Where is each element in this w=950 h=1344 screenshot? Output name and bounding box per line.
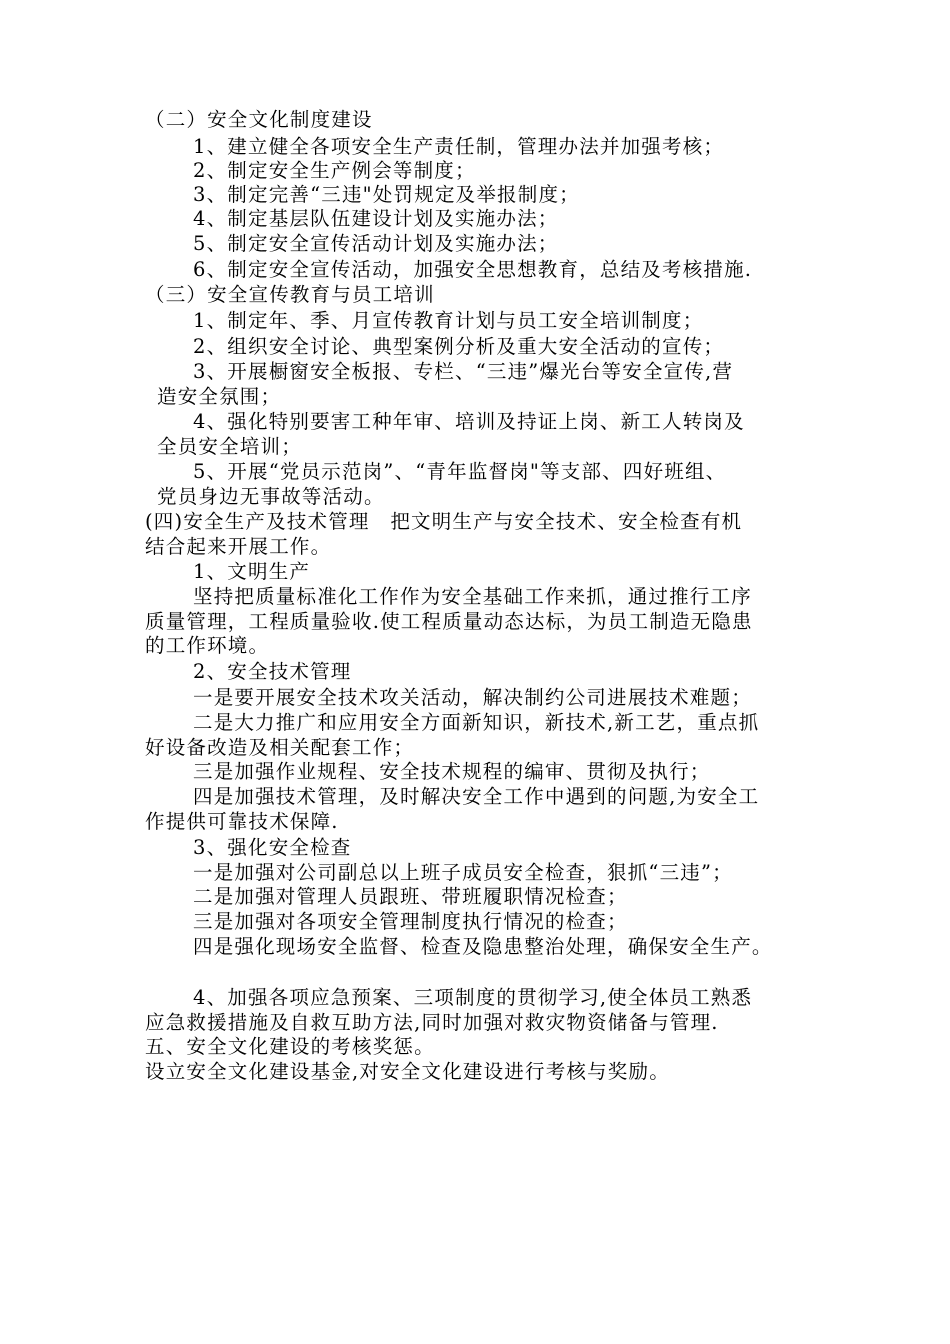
list-item: 2、组织安全讨论、典型案例分析及重大安全活动的宣传； [193,335,725,358]
list-item: 3、制定完善“三违"处罚规定及举报制度； [193,183,580,206]
list-item: 6、制定安全宣传活动，加强安全思想教育，总结及考核措施. [193,258,753,281]
paragraph-line: 质量管理，工程质量验收.使工程质量动态达标，为员工制造无隐患 [145,610,753,633]
list-item: 一是要开展安全技术攻关活动，解决制约公司进展技术难题； [193,686,752,709]
list-item: 5、制定安全宣传活动计划及实施办法； [193,232,559,255]
list-item: 2、制定安全生产例会等制度； [193,159,476,182]
list-item: 4、制定基层队伍建设计划及实施办法； [193,207,559,230]
text-line: 好设备改造及相关配套工作； [145,736,415,759]
text-line: 应急救援措施及自救互助方法,同时加强对救灾物资储备与管理. [145,1011,719,1034]
text-line: 结合起来开展工作。 [145,535,332,558]
section-heading: （三）安全宣传教育与员工培训 [145,283,435,306]
text-line: 作提供可靠技术保障. [145,810,339,833]
paragraph-line: 坚持把质量标准化工作作为安全基础工作来抓，通过推行工序 [193,585,752,608]
list-item: 一是加强对公司副总以上班子成员安全检查，狠抓“三违”； [193,861,733,884]
list-item: 二是大力推广和应用安全方面新知识，新技术,新工艺，重点抓 [193,711,760,734]
section-heading: (四)安全生产及技术管理 把文明生产与安全技术、安全检查有机 [145,510,743,533]
paragraph-line: 的工作环境。 [145,634,270,657]
list-item: 三是加强作业规程、安全技术规程的编审、贯彻及执行； [193,760,711,783]
subheading: 3、强化安全检查 [193,836,352,859]
list-item: 1、建立健全各项安全生产责任制，管理办法并加强考核； [193,135,725,158]
subheading: 2、安全技术管理 [193,660,352,683]
text-line: 党员身边无事故等活动。 [157,485,385,508]
list-item: 5、开展“党员示范岗”、“青年监督岗"等支部、四好班组、 [193,460,727,483]
section-heading: 五、安全文化建设的考核奖惩。 [145,1035,435,1058]
list-item: 4、强化特别要害工种年审、培训及持证上岗、新工人转岗及 [193,410,745,433]
text-line: 全员安全培训； [157,435,302,458]
list-item: 4、加强各项应急预案、三项制度的贯彻学习,使全体员工熟悉 [193,986,753,1009]
list-item: 三是加强对各项安全管理制度执行情况的检查； [193,910,628,933]
subheading: 1、文明生产 [193,560,311,583]
list-item: 二是加强对管理人员跟班、带班履职情况检查； [193,885,628,908]
list-item: 四是加强技术管理，及时解决安全工作中遇到的问题,为安全工 [193,785,760,808]
list-item: 四是强化现场安全监督、检查及隐患整治处理，确保安全生产。 [193,935,773,958]
list-item: 3、开展橱窗安全板报、专栏、“三违”爆光台等安全宣传,营 [193,360,734,383]
section-heading: （二）安全文化制度建设 [145,108,373,131]
text-line: 造安全氛围； [157,385,282,408]
paragraph-line: 设立安全文化建设基金,对安全文化建设进行考核与奖励。 [145,1060,670,1083]
list-item: 1、制定年、季、月宣传教育计划与员工安全培训制度； [193,309,704,332]
